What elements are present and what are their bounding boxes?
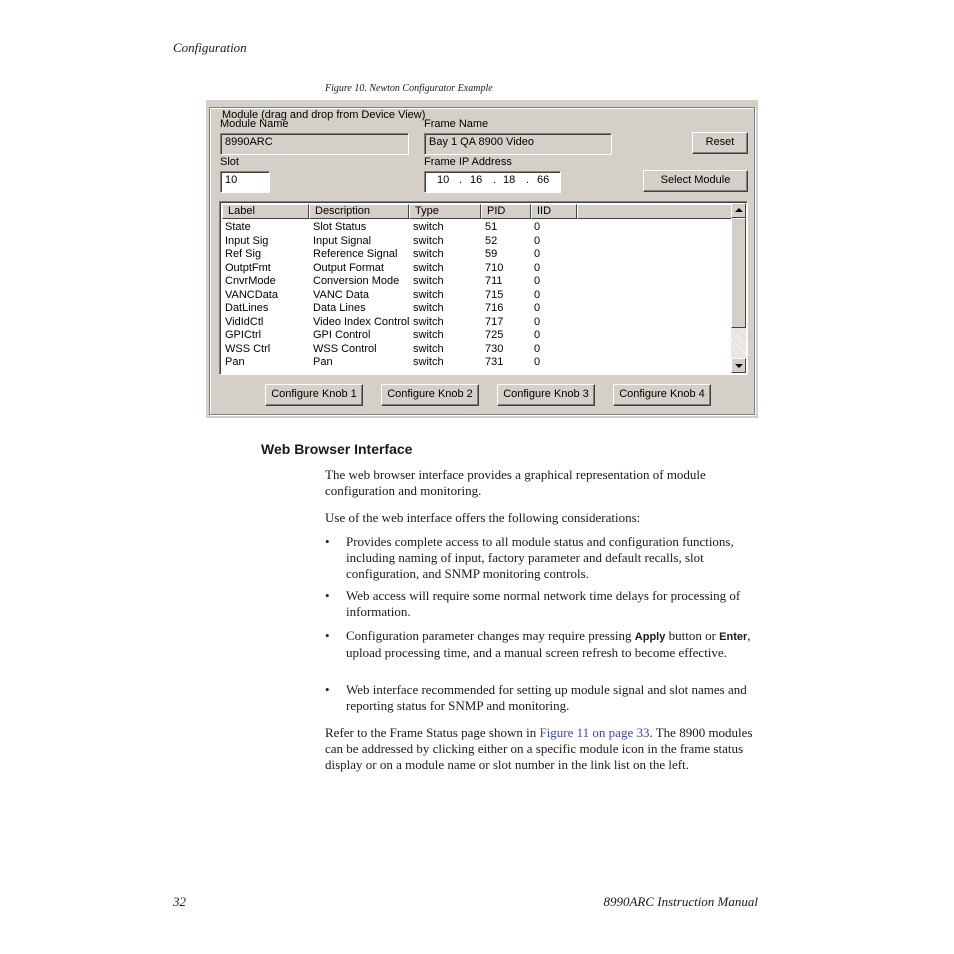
cell-type: switch [413, 221, 444, 233]
ip-octet-3: 18 [503, 174, 516, 186]
cell-type: switch [413, 329, 444, 341]
cell-pid: 51 [485, 221, 498, 233]
table-row[interactable] [222, 302, 732, 316]
bullet-item-2 [325, 588, 758, 620]
column-header-filler [577, 204, 732, 219]
cell-type: switch [413, 248, 444, 260]
manual-title: 8990ARC Instruction Manual [603, 894, 758, 909]
configure-knob-4-button[interactable]: Configure Knob 4 [613, 384, 711, 406]
cell-description: WSS Control [313, 342, 377, 355]
arrow-up-icon [735, 208, 743, 212]
cell-label: State [225, 221, 251, 233]
bullet-dot: • [325, 682, 330, 697]
table-row[interactable] [222, 289, 732, 303]
cell-description: Input Signal [313, 234, 372, 247]
arrow-down-icon [735, 364, 743, 368]
cell-description: VANC Data [313, 288, 370, 301]
bullet-text: Web interface recommended for setting up module signal and slot names and reporting status for SNMP and monitoring. [346, 682, 747, 713]
cell-label: VidIdCtl [225, 315, 264, 328]
cell-description: Pan [313, 356, 333, 368]
paragraph-considerations: Use of the web interface offers the following considerations: [325, 510, 641, 525]
cell-pid: 711 [485, 275, 503, 287]
group-title: Module (drag and drop from Device View) [222, 109, 426, 121]
cell-type: switch [413, 302, 444, 314]
cell-type: switch [413, 275, 444, 287]
bullet-text: Web access will require some normal network time delays for processing of information. [346, 588, 741, 619]
running-head: Configuration [173, 40, 247, 55]
cell-description: Output Format [313, 261, 384, 274]
ip-octet-1: 10 [437, 174, 450, 186]
cell-iid: 0 [534, 356, 541, 368]
bullet-dot: • [325, 628, 330, 643]
cell-iid: 0 [534, 234, 541, 247]
cell-iid: 0 [534, 302, 541, 314]
select-module-button[interactable]: Select Module [643, 170, 748, 192]
table-row[interactable] [222, 221, 732, 235]
cell-label: VANCData [225, 288, 278, 301]
cell-pid: 731 [485, 356, 504, 368]
cell-iid: 0 [534, 288, 541, 301]
cell-pid: 716 [485, 302, 504, 314]
table-row[interactable] [222, 275, 732, 289]
frame-name-field [424, 133, 612, 155]
cell-label: Input Sig [225, 234, 269, 247]
section-heading: Web Browser Interface [261, 441, 413, 457]
table-row[interactable] [222, 262, 732, 276]
figure-11-link[interactable]: Figure 11 on page 33 [539, 725, 650, 740]
cell-description: Data Lines [313, 302, 366, 314]
apply-keyword: Apply [634, 631, 666, 643]
module-groupbox [209, 107, 755, 415]
cell-type: switch [413, 234, 444, 247]
paragraph-intro: The web browser interface provides a graphical representation of module configuration and monitoring. [325, 467, 706, 498]
bullet-text [346, 628, 758, 661]
cell-iid: 0 [534, 329, 541, 341]
configure-knob-3-button[interactable]: Configure Knob 3 [497, 384, 595, 406]
cell-label: DatLines [225, 302, 269, 314]
ip-dot-1: . [459, 174, 463, 186]
slot-label: Slot [220, 156, 239, 168]
bullet-item-4 [325, 682, 758, 714]
scroll-up-button[interactable] [731, 203, 746, 218]
figure-caption: Figure 10. Newton Configurator Example [325, 83, 493, 94]
cell-label: Ref Sig [225, 248, 262, 260]
frame-name-label: Frame Name [424, 118, 489, 130]
scroll-thumb[interactable] [731, 218, 746, 328]
cell-description: Slot Status [313, 221, 367, 233]
cell-type: switch [413, 356, 444, 368]
table-row[interactable] [222, 316, 732, 330]
refer-text-start: Refer to the Frame Status page shown in [325, 725, 540, 740]
module-name-value: 8990ARC [225, 136, 273, 148]
bullet-text-mid: button or [665, 628, 720, 643]
cell-label: GPICtrl [225, 329, 262, 341]
column-header-type[interactable]: Type [409, 204, 481, 219]
cell-iid: 0 [534, 261, 541, 274]
ip-octet-2: 16 [470, 174, 483, 186]
cell-type: switch [413, 261, 444, 274]
bullet-text-start: Configuration parameter changes may require pressing [346, 628, 635, 643]
module-name-field [220, 133, 409, 155]
vertical-scrollbar[interactable] [731, 203, 746, 373]
scroll-down-button[interactable] [731, 358, 746, 373]
list-header [222, 204, 732, 219]
frame-ip-input[interactable] [424, 171, 561, 193]
bullet-text: Provides complete access to all module status and configuration functions, including naming of input, factory parameter and default recalls, slot configuration, and SNMP monitoring controls. [346, 534, 734, 581]
cell-type: switch [413, 315, 444, 328]
cell-description: Conversion Mode [313, 275, 400, 287]
cell-pid: 710 [485, 261, 504, 274]
bullet-item-1 [325, 534, 758, 582]
enter-keyword: Enter [719, 631, 748, 643]
cell-description: Reference Signal [313, 248, 398, 260]
cell-pid: 717 [485, 315, 504, 328]
ip-dot-3: . [526, 174, 530, 186]
cell-description: Video Index Control [313, 315, 410, 328]
newton-configurator-dialog [206, 100, 758, 418]
configure-knob-2-button[interactable]: Configure Knob 2 [381, 384, 479, 406]
cell-pid: 730 [485, 342, 504, 355]
cell-pid: 59 [485, 248, 498, 260]
ip-dot-2: . [493, 174, 497, 186]
cell-pid: 725 [485, 329, 504, 341]
list-rows [222, 221, 732, 370]
cell-iid: 0 [534, 275, 541, 287]
column-header-iid[interactable]: IID [531, 204, 577, 219]
table-row[interactable] [222, 235, 732, 249]
configure-knob-1-button[interactable]: Configure Knob 1 [265, 384, 363, 406]
cell-label: CnvrMode [225, 275, 276, 287]
cell-label: WSS Ctrl [225, 342, 271, 355]
table-row[interactable] [222, 343, 732, 357]
table-row[interactable] [222, 356, 732, 370]
cell-pid: 715 [485, 288, 504, 301]
cell-type: switch [413, 288, 444, 301]
table-row[interactable] [222, 329, 732, 343]
slot-value: 10 [225, 174, 238, 186]
cell-label: OutptFmt [225, 261, 271, 274]
bullet-dot: • [325, 534, 330, 549]
cell-label: Pan [225, 356, 245, 368]
cell-iid: 0 [534, 315, 541, 328]
frame-name-value: Bay 1 QA 8900 Video [429, 136, 534, 148]
frame-ip-label: Frame IP Address [424, 156, 512, 168]
refer-text-end: . The 8900 modules can be addressed by clicking either on a specific module icon in the frame status display or on a module name or slot number in the link list on the left. [325, 725, 753, 772]
page-number: 32 [173, 894, 186, 909]
column-header-pid[interactable]: PID [481, 204, 531, 219]
ip-octet-4: 66 [537, 174, 550, 186]
module-name-label: Module Name [220, 118, 289, 130]
reset-button[interactable]: Reset [692, 132, 748, 154]
cell-iid: 0 [534, 248, 541, 260]
bullet-text-end: , upload processing time, and a manual screen refresh to become effective. [346, 628, 751, 660]
cell-type: switch [413, 342, 444, 355]
bullet-dot: • [325, 588, 330, 603]
bullet-item-3 [325, 628, 758, 676]
cell-pid: 52 [485, 234, 498, 247]
column-header-description[interactable]: Description [309, 204, 409, 219]
cell-description: GPI Control [313, 329, 371, 341]
table-row[interactable] [222, 248, 732, 262]
cell-iid: 0 [534, 342, 541, 355]
column-header-label[interactable]: Label [222, 204, 309, 219]
cell-iid: 0 [534, 221, 541, 233]
paragraph-refer [325, 725, 758, 773]
parameter-list[interactable] [219, 201, 748, 375]
slot-input[interactable] [220, 171, 270, 193]
